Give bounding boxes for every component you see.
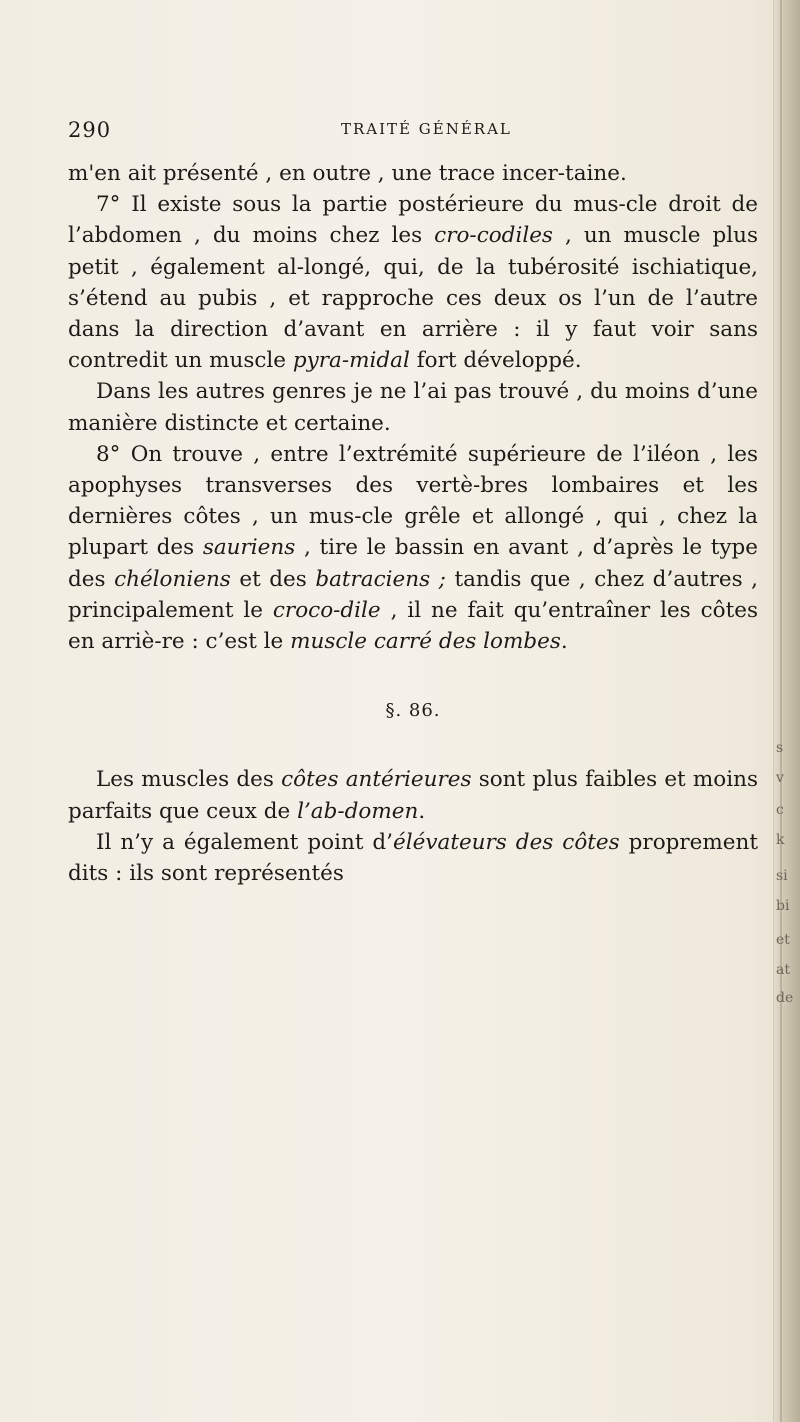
text-run: fort développé.: [409, 348, 582, 374]
body-text: [68, 158, 758, 889]
text-run: tandis que , chez d’autres , principalement le: [68, 566, 758, 623]
text-run: , un muscle plus petit , également al-longé, qui, de la tubérosité ischiatique, s’étend au pubis , et rapproche ces deux os l’un de l’autre dans la direction d’avant en arrière : il y faut voir sans contredit un muscle: [68, 223, 758, 374]
paragraph-other-genera: [68, 376, 758, 438]
page-header: [68, 118, 758, 148]
italic-term: sauriens: [202, 535, 296, 561]
page-number: 290: [68, 118, 112, 142]
text-run: , tire le bassin en avant , d’après le type des: [68, 535, 758, 592]
section-heading: [68, 695, 758, 726]
italic-term: batraciens ;: [315, 566, 446, 592]
margin-bleed-letter: bi: [776, 898, 790, 914]
text-run: Dans les autres genres je ne l’ai pas trouvé , du moins d’une manière distincte et certaine.: [68, 379, 758, 436]
text-run: proprement dits : ils sont représentés: [68, 829, 759, 887]
text-run: Il n’y a également point d’: [96, 829, 394, 855]
paragraph-8: [68, 439, 758, 657]
text-run: Les muscles des: [96, 767, 282, 793]
text-run: .: [560, 629, 568, 655]
section-number: §. 86.: [385, 700, 441, 722]
italic-term: muscle carré des lombes: [290, 629, 561, 655]
margin-bleed-letter: c: [776, 802, 784, 818]
italic-term: l’ab-domen: [297, 798, 419, 824]
paragraph-7: [68, 189, 758, 376]
italic-term: pyra-midal: [292, 348, 410, 374]
margin-bleed-letter: s: [776, 740, 784, 756]
italic-term: croco-dile: [272, 597, 381, 623]
text-run: , il ne fait qu’entraîner les côtes en arriè-re : c’est le: [68, 597, 758, 655]
italic-term: élévateurs des côtes: [393, 829, 620, 855]
text-run: sont plus faibles et moins parfaits que ceux de: [68, 767, 758, 824]
page-gutter: [773, 0, 800, 1422]
paragraph-anterior-ribs: [68, 764, 758, 826]
paragraph-elevators: [68, 827, 758, 889]
text-run: .: [418, 798, 426, 824]
margin-bleed-letter: si: [776, 868, 788, 884]
text-run: 7° Il existe sous la partie postérieure du mus-cle droit de l’abdomen , du moins chez les: [68, 192, 758, 249]
text-run: m'en ait présenté , en outre , une trace incer-taine.: [68, 161, 627, 186]
italic-term: chéloniens: [114, 566, 231, 592]
margin-bleed-letter: v: [776, 770, 784, 786]
paragraph-continuation: [68, 158, 758, 189]
margin-bleed-letter: de: [776, 990, 794, 1006]
margin-bleed-letter: k: [776, 832, 785, 848]
margin-bleed-letter: at: [776, 962, 790, 978]
italic-term: cro-codiles: [434, 223, 553, 249]
text-run: 8° On trouve , entre l’extrémité supérieure de l’iléon , les apophyses transverses des vertè-bres lombaires et les dernières côtes , un mus-cle grêle et allongé , qui , chez la plupart des: [68, 441, 758, 561]
italic-term: côtes antérieures: [281, 767, 472, 793]
margin-bleed-letter: et: [776, 932, 790, 948]
text-run: et des: [230, 566, 316, 592]
running-title: TRAITÉ GÉNÉRAL: [341, 120, 512, 138]
gutter-shadow-line: [780, 0, 782, 1422]
